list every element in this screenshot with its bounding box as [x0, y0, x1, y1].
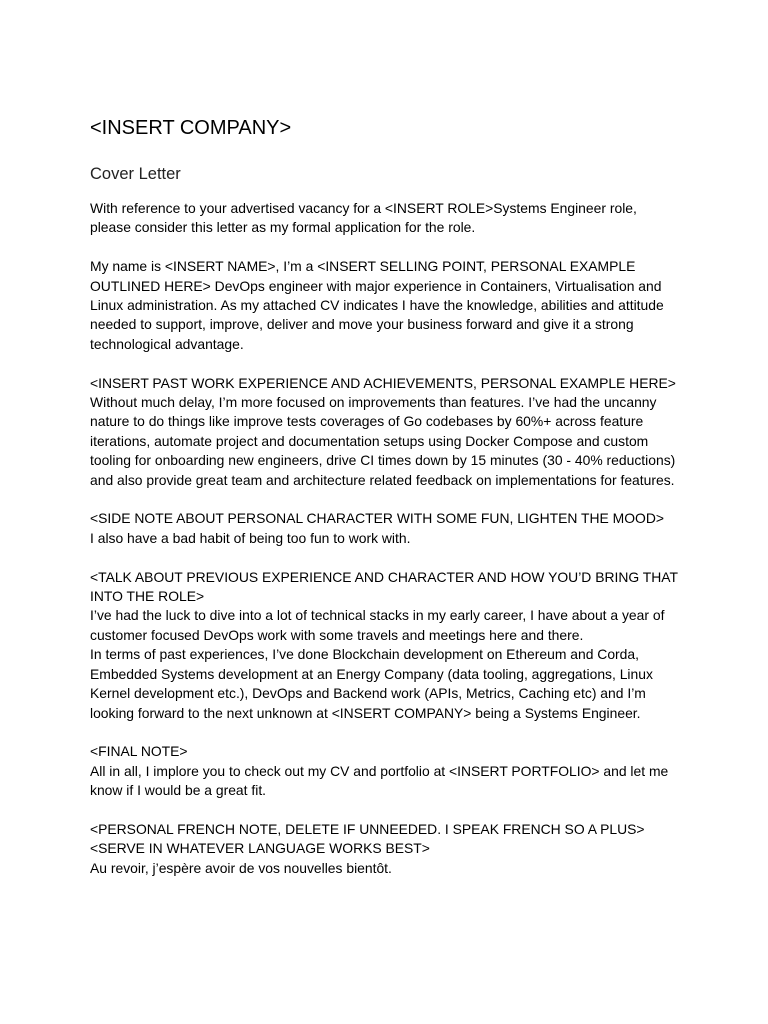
paragraph-about-me: My name is <INSERT NAME>, I’m a <INSERT SELLING POINT, PERSONAL EXAMPLE OUTLINED HERE> DevOps engineer with major experience in Containers, Virtualisation and Linux administration. As my attached CV indicates I have the knowledge, abilities and attitude needed to support, improve, deliver and move your business forward and give it a strong technological advantage.: [90, 258, 664, 352]
cover-letter-title: Cover Letter: [90, 165, 181, 183]
paragraph-final-note: <FINAL NOTE> All in all, I implore you to check out my CV and portfolio at <INSERT PORTFOLIO> and let me know if I would be a great fit.: [90, 743, 669, 799]
paragraph-intro: With reference to your advertised vacancy for a <INSERT ROLE>Systems Engineer role, please consider this letter as my formal application for the role.: [90, 200, 637, 236]
paragraph-work-experience: <INSERT PAST WORK EXPERIENCE AND ACHIEVEMENTS, PERSONAL EXAMPLE HERE> Without much delay, I’m more focused on improvements than features. I’ve had the uncanny nature to do things like improve tests coverages of Go codebases by 60%+ across feature iterations, automate project and documentation setups using Docker Compose and custom tooling for onboarding new engineers, drive CI times down by 15 minutes (30 - 40% reductions) and also provide great team and architecture related feedback on implementations for features.: [90, 374, 676, 488]
paragraph-french-note: <PERSONAL FRENCH NOTE, DELETE IF UNNEEDED. I SPEAK FRENCH SO A PLUS> <SERVE IN WHATEVER LANGUAGE WORKS BEST> Au revoir, j’espère avoir de vos nouvelles bientôt.: [90, 820, 645, 876]
paragraph-previous-experience: <TALK ABOUT PREVIOUS EXPERIENCE AND CHARACTER AND HOW YOU’D BRING THAT INTO THE ROLE> I’ve had the luck to dive into a lot of technical stacks in my early career, I have about a year of customer focused DevOps work with some travels and meetings here and there. In terms of past experiences, I’ve done Blockchain development on Ethereum and Corda, Embedded Systems development at an Energy Company (data tooling, aggregations, Linux Kernel development etc.), DevOps and Backend work (APIs, Metrics, Caching etc) and I’m looking forward to the next unknown at <INSERT COMPANY> being a Systems Engineer.: [90, 568, 679, 721]
document-page: [90, 115, 690, 878]
paragraph-side-note: <SIDE NOTE ABOUT PERSONAL CHARACTER WITH SOME FUN, LIGHTEN THE MOOD> I also have a bad habit of being too fun to work with.: [90, 510, 664, 546]
company-heading: <INSERT COMPANY>: [90, 117, 292, 139]
